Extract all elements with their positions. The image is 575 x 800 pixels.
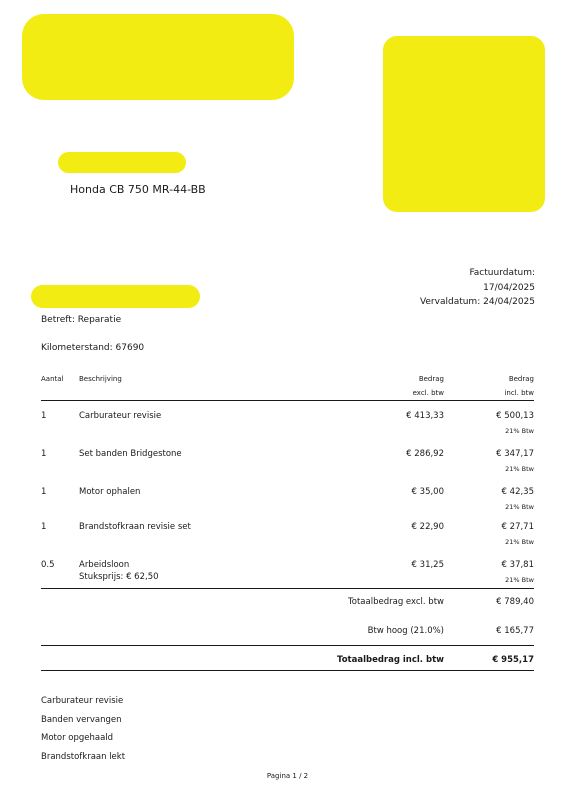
header-amount-excl-sub: excl. btw bbox=[412, 389, 444, 397]
header-description: Beschrijving bbox=[79, 375, 122, 383]
invoice-date-label: Factuurdatum: bbox=[469, 268, 535, 278]
mileage-line: Kilometerstand: 67690 bbox=[41, 343, 145, 353]
header-amount-excl: Bedrag bbox=[418, 375, 444, 383]
subtotal-value: € 789,40 bbox=[496, 597, 534, 607]
notes bbox=[41, 692, 125, 767]
items-divider bbox=[41, 588, 534, 589]
row-amount-incl: € 500,13 bbox=[496, 411, 534, 421]
header-amount-incl-sub: incl. btw bbox=[504, 389, 534, 397]
page-number: Pagina 1 / 2 bbox=[266, 772, 309, 780]
row-amount-incl: € 37,81 bbox=[501, 560, 534, 570]
redacted-company-details bbox=[383, 36, 545, 212]
note-line: Carburateur revisie bbox=[41, 696, 124, 706]
row-description: Brandstofkraan revisie set bbox=[79, 522, 191, 532]
subtotal-label: Totaalbedrag excl. btw bbox=[348, 597, 444, 607]
row-amount-incl: € 42,35 bbox=[501, 487, 534, 497]
invoice-date: 17/04/2025 bbox=[483, 282, 535, 293]
row-qty: 1 bbox=[41, 522, 47, 532]
row-vat-rate: 21% Btw bbox=[505, 576, 534, 584]
redacted-invoice-number bbox=[31, 285, 200, 308]
vat-label: Btw hoog (21.0%) bbox=[367, 626, 444, 636]
row-qty: 0.5 bbox=[41, 560, 55, 570]
row-amount-excl: € 413,33 bbox=[406, 411, 444, 421]
row-vat-rate: 21% Btw bbox=[505, 503, 534, 511]
grand-total-value: € 955,17 bbox=[492, 655, 534, 665]
row-description: Set banden Bridgestone bbox=[79, 449, 182, 459]
note-line: Motor opgehaald bbox=[41, 733, 114, 744]
row-qty: 1 bbox=[41, 487, 47, 497]
due-date-line bbox=[420, 295, 535, 310]
due-date-label: Vervaldatum: bbox=[419, 297, 481, 307]
row-description: Motor ophalen bbox=[79, 487, 141, 497]
row-amount-excl: € 35,00 bbox=[411, 487, 444, 497]
vat-value: € 165,77 bbox=[496, 626, 534, 636]
header-amount-incl: Bedrag bbox=[508, 375, 534, 383]
row-amount-excl: € 31,25 bbox=[411, 560, 444, 570]
subject-line: Betreft: Reparatie bbox=[41, 315, 122, 325]
redacted-company-name bbox=[22, 14, 294, 100]
header-qty: Aantal bbox=[41, 375, 64, 383]
due-date: 24/04/2025 bbox=[483, 297, 535, 307]
row-unit-price: Stuksprijs: € 62,50 bbox=[79, 572, 159, 582]
header-divider bbox=[41, 400, 534, 401]
totals-divider bbox=[41, 645, 534, 646]
row-vat-rate: 21% Btw bbox=[505, 538, 534, 546]
redacted-customer-name bbox=[58, 152, 186, 173]
row-amount-excl: € 22,90 bbox=[411, 522, 444, 532]
invoice-meta bbox=[420, 266, 535, 310]
row-amount-excl: € 286,92 bbox=[406, 449, 444, 459]
grand-total-divider bbox=[41, 670, 534, 671]
row-amount-incl: € 27,71 bbox=[501, 522, 534, 532]
row-qty: 1 bbox=[41, 411, 47, 421]
note-line: Brandstofkraan lekt bbox=[41, 752, 126, 763]
row-vat-rate: 21% Btw bbox=[505, 427, 534, 435]
row-description: Carburateur revisie bbox=[79, 411, 162, 421]
vehicle-label: Honda CB 750 MR-44-BB bbox=[70, 183, 206, 196]
note-line: Banden vervangen bbox=[41, 714, 122, 725]
row-qty: 1 bbox=[41, 449, 47, 459]
grand-total-label: Totaalbedrag incl. btw bbox=[337, 655, 444, 665]
row-description: Arbeidsloon bbox=[79, 560, 130, 570]
row-amount-incl: € 347,17 bbox=[496, 449, 534, 459]
row-vat-rate: 21% Btw bbox=[505, 465, 534, 473]
